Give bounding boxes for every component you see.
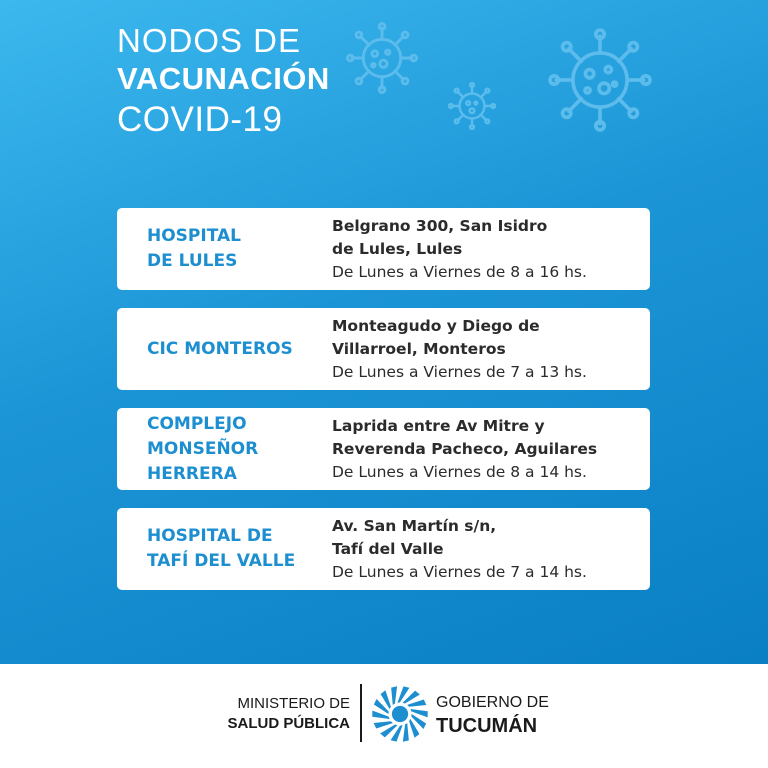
ministry-line-2: SALUD PÚBLICA — [227, 715, 350, 732]
node-card — [117, 208, 650, 290]
node-info — [332, 208, 650, 290]
logo-ray — [374, 721, 393, 728]
virus-icon — [346, 22, 418, 94]
title-line-2: VACUNACIÓN — [117, 61, 330, 96]
logo-ray — [403, 723, 409, 742]
node-info — [332, 408, 650, 490]
node-card — [117, 508, 650, 590]
node-address: Av. San Martín s/n, Tafí del Valle — [332, 516, 497, 558]
logo-ray — [391, 686, 397, 705]
footer — [0, 664, 768, 768]
node-name: HOSPITAL DE TAFÍ DEL VALLE — [147, 526, 296, 571]
virus-icon — [448, 82, 496, 130]
title-line-3: COVID-19 — [117, 100, 283, 139]
node-address: Belgrano 300, San Isidro de Lules, Lules — [332, 216, 548, 258]
node-name: COMPLEJO MONSEÑOR HERRERA — [147, 413, 259, 484]
node-hours: De Lunes a Viernes de 7 a 13 hs. — [332, 362, 587, 381]
tucuman-logo-icon — [371, 685, 429, 747]
node-info — [332, 508, 650, 590]
ministry-label — [200, 694, 350, 734]
government-line-2: TUCUMÁN — [436, 715, 538, 737]
ministry-line-1: MINISTERIO DE — [237, 695, 350, 712]
node-info — [332, 308, 650, 390]
node-hours: De Lunes a Viernes de 8 a 14 hs. — [332, 462, 587, 481]
virus-icon — [548, 28, 652, 132]
page-title — [117, 22, 330, 142]
node-card — [117, 408, 650, 490]
government-label — [436, 692, 549, 738]
government-line-1: GOBIERNO DE — [436, 694, 549, 711]
node-card — [117, 308, 650, 390]
logo-ray — [407, 700, 426, 707]
node-name: HOSPITAL DE LULES — [147, 226, 241, 271]
title-line-1: NODOS DE — [117, 22, 302, 59]
node-address: Laprida entre Av Mitre y Reverenda Pacheco, Aguilares — [332, 416, 598, 458]
node-address: Monteagudo y Diego de Villarroel, Monteros — [332, 316, 540, 358]
divider — [360, 684, 362, 742]
node-hours: De Lunes a Viernes de 7 a 14 hs. — [332, 562, 587, 581]
node-hours: De Lunes a Viernes de 8 a 16 hs. — [332, 262, 587, 281]
node-name: CIC MONTEROS — [147, 338, 293, 359]
